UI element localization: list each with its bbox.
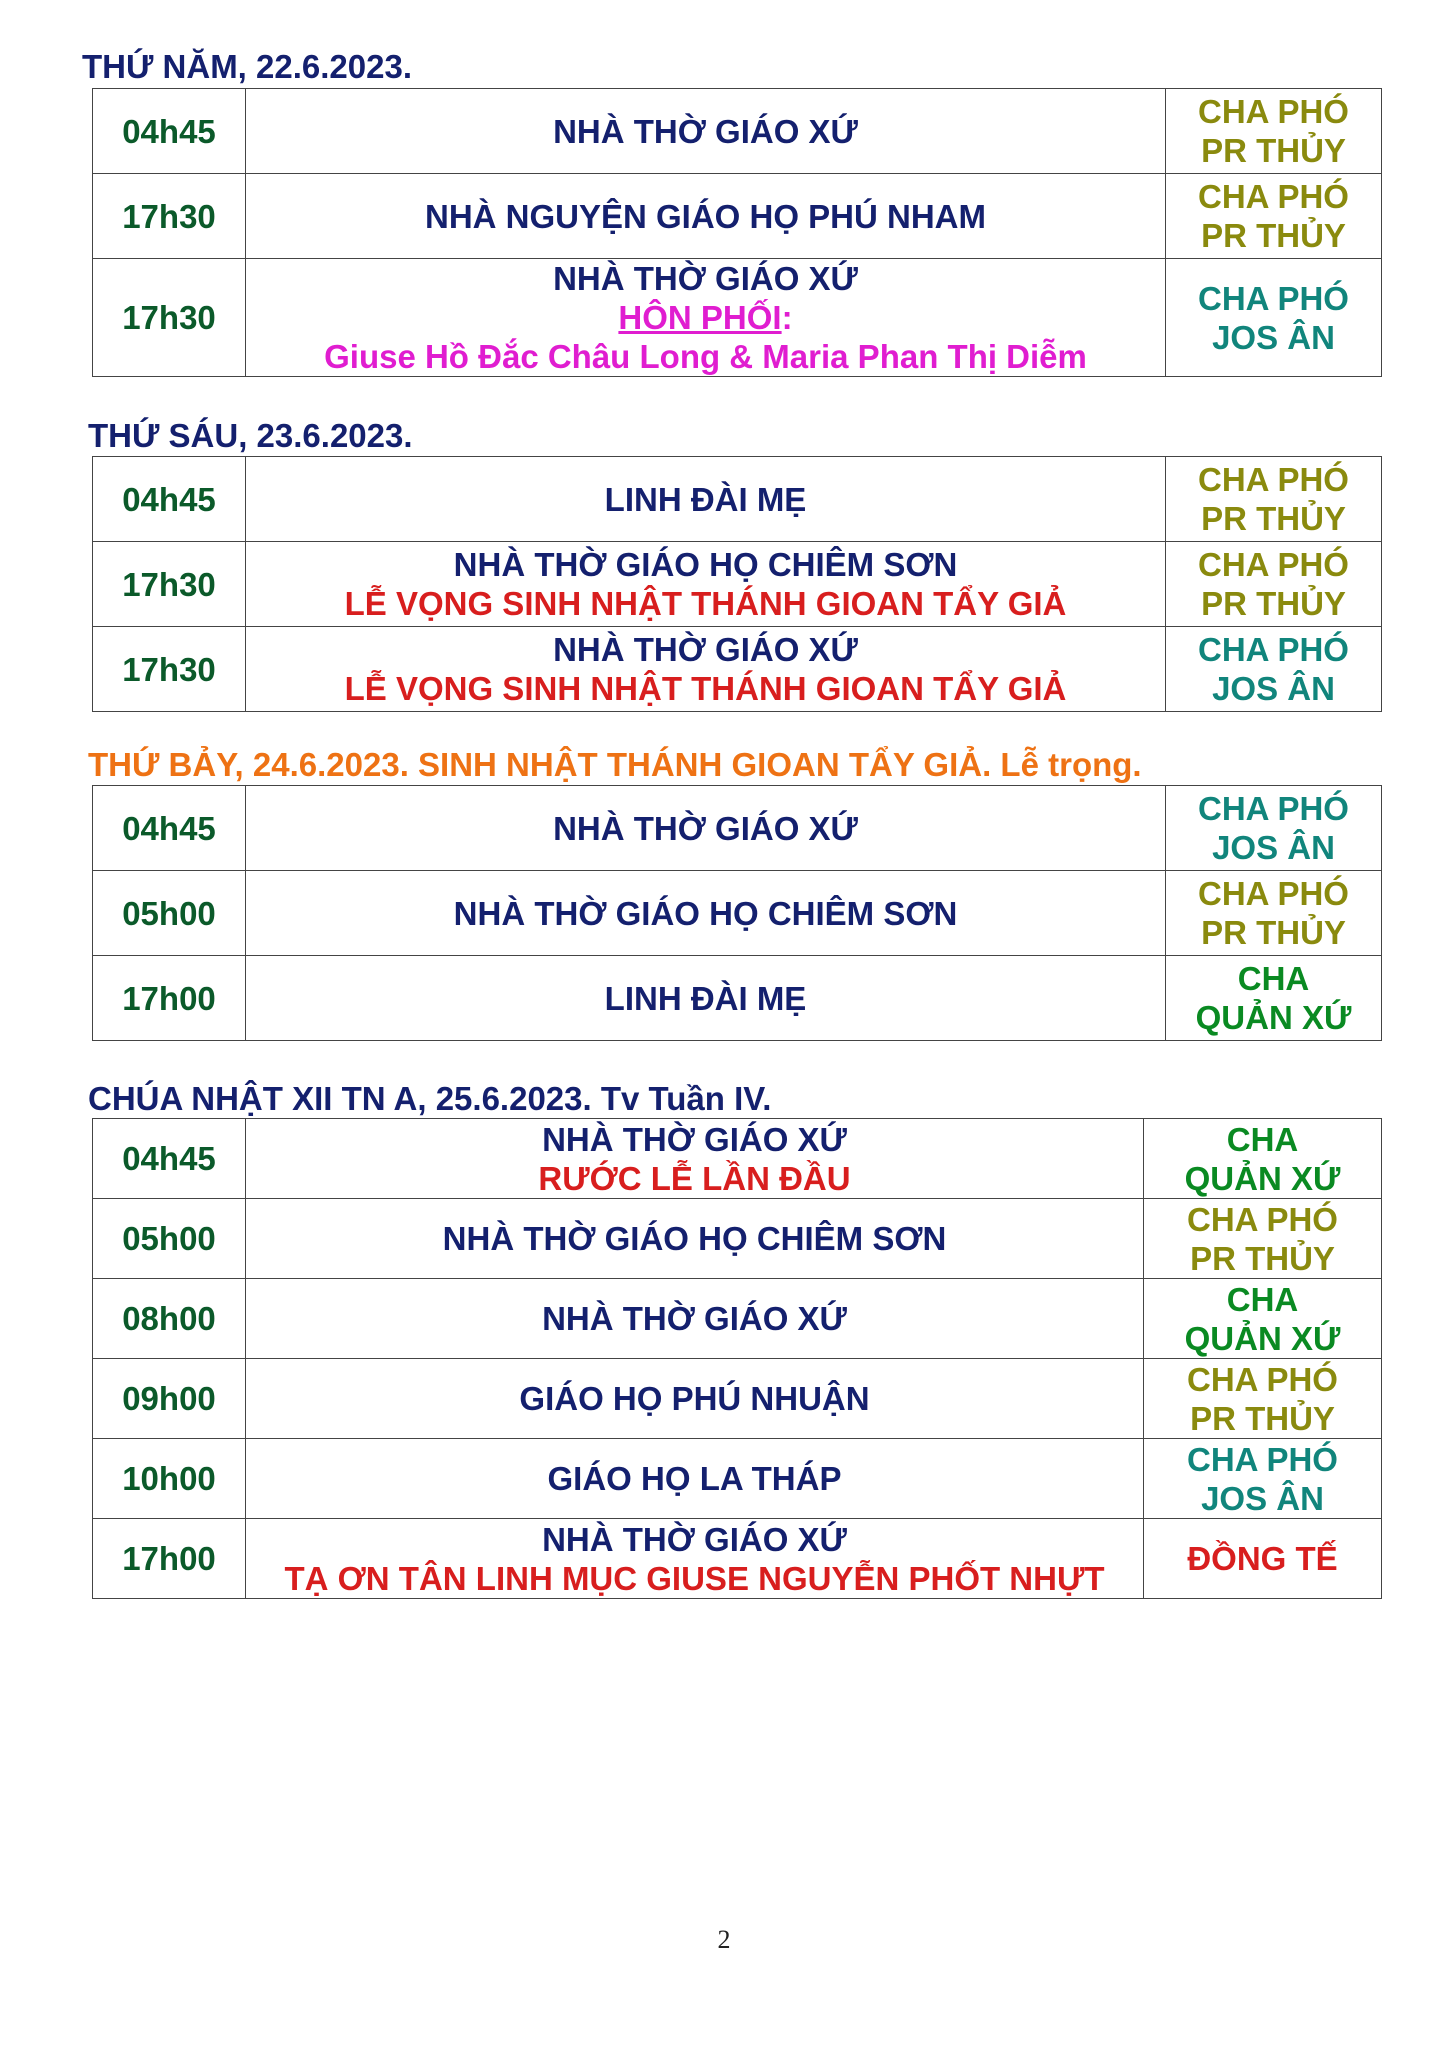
page-number: 2 [717, 1925, 731, 1954]
table-row [93, 786, 1382, 871]
time-cell: 08h00 [93, 1279, 246, 1359]
table-row [93, 871, 1382, 956]
place-cell: NHÀ THỜ GIÁO XỨ TẠ ƠN TÂN LINH MỤC GIUSE NGUYỄN PHỐT NHỰT [246, 1519, 1144, 1599]
celebrant-cell: CHA PHÓ PR THỦY [1144, 1359, 1382, 1439]
table-row [93, 627, 1382, 712]
place-cell: GIÁO HỌ LA THÁP [246, 1439, 1144, 1519]
time-cell: 17h00 [93, 956, 246, 1041]
celebrant-cell: CHA PHÓ PR THỦY [1166, 542, 1382, 627]
table-row [93, 1359, 1382, 1439]
place-cell: NHÀ THỜ GIÁO XỨ HÔN PHỐI: Giuse Hồ Đắc Châu Long & Maria Phan Thị Diễm [246, 259, 1166, 377]
celebrant-cell: ĐỒNG TẾ [1144, 1519, 1382, 1599]
time-cell: 05h00 [93, 1199, 246, 1279]
place-cell: LINH ĐÀI MẸ [246, 956, 1166, 1041]
place-cell: GIÁO HỌ PHÚ NHUẬN [246, 1359, 1144, 1439]
schedule-table-friday [92, 456, 1382, 712]
celebrant-cell: CHA PHÓ JOS ÂN [1166, 786, 1382, 871]
day-header-sunday: CHÚA NHẬT XII TN A, 25.6.2023. Tv Tuần IV. [88, 1080, 772, 1117]
table-row [93, 457, 1382, 542]
place-cell: NHÀ THỜ GIÁO HỌ CHIÊM SƠN [246, 1199, 1144, 1279]
time-cell: 04h45 [93, 457, 246, 542]
place-cell: NHÀ THỜ GIÁO XỨ LỄ VỌNG SINH NHẬT THÁNH GIOAN TẨY GIẢ [246, 627, 1166, 712]
table-row [93, 259, 1382, 377]
day-header-thursday: THỨ NĂM, 22.6.2023. [82, 48, 412, 85]
place-cell: NHÀ THỜ GIÁO XỨ RƯỚC LỄ LẦN ĐẦU [246, 1119, 1144, 1199]
time-cell: 10h00 [93, 1439, 246, 1519]
time-cell: 09h00 [93, 1359, 246, 1439]
place-cell: NHÀ THỜ GIÁO XỨ [246, 89, 1166, 174]
table-row [93, 1199, 1382, 1279]
place-cell: NHÀ THỜ GIÁO HỌ CHIÊM SƠN [246, 871, 1166, 956]
table-row [93, 174, 1382, 259]
celebrant-cell: CHA PHÓ JOS ÂN [1166, 259, 1382, 377]
time-cell: 17h30 [93, 174, 246, 259]
place-cell: NHÀ THỜ GIÁO XỨ [246, 1279, 1144, 1359]
celebrant-cell: CHA QUẢN XỨ [1166, 956, 1382, 1041]
celebrant-cell: CHA PHÓ PR THỦY [1144, 1199, 1382, 1279]
schedule-table-saturday [92, 785, 1382, 1041]
celebrant-cell: CHA QUẢN XỨ [1144, 1279, 1382, 1359]
place-cell: NHÀ THỜ GIÁO HỌ CHIÊM SƠN LỄ VỌNG SINH NHẬT THÁNH GIOAN TẨY GIẢ [246, 542, 1166, 627]
table-row [93, 1279, 1382, 1359]
wedding-couple: Giuse Hồ Đắc Châu Long & Maria Phan Thị Diễm [324, 338, 1087, 375]
celebrant-cell: CHA PHÓ JOS ÂN [1166, 627, 1382, 712]
table-row [93, 89, 1382, 174]
time-cell: 04h45 [93, 89, 246, 174]
place-cell: LINH ĐÀI MẸ [246, 457, 1166, 542]
schedule-table-sunday [92, 1118, 1382, 1599]
time-cell: 17h30 [93, 542, 246, 627]
table-row [93, 1439, 1382, 1519]
day-header-friday: THỨ SÁU, 23.6.2023. [88, 417, 413, 454]
place-cell: NHÀ NGUYỆN GIÁO HỌ PHÚ NHAM [246, 174, 1166, 259]
celebrant-cell: CHA PHÓ PR THỦY [1166, 871, 1382, 956]
wedding-label: HÔN PHỐI [618, 299, 782, 336]
place-cell: NHÀ THỜ GIÁO XỨ [246, 786, 1166, 871]
time-cell: 17h30 [93, 259, 246, 377]
time-cell: 17h30 [93, 627, 246, 712]
time-cell: 17h00 [93, 1519, 246, 1599]
celebrant-cell: CHA PHÓ JOS ÂN [1144, 1439, 1382, 1519]
celebrant-cell: CHA QUẢN XỨ [1144, 1119, 1382, 1199]
schedule-table-thursday [92, 88, 1382, 377]
table-row [93, 956, 1382, 1041]
time-cell: 04h45 [93, 1119, 246, 1199]
table-row [93, 542, 1382, 627]
day-header-saturday: THỨ BẢY, 24.6.2023. SINH NHẬT THÁNH GIOAN TẨY GIẢ. Lễ trọng. [88, 746, 1142, 783]
celebrant-cell: CHA PHÓ PR THỦY [1166, 89, 1382, 174]
celebrant-cell: CHA PHÓ PR THỦY [1166, 457, 1382, 542]
celebrant-cell: CHA PHÓ PR THỦY [1166, 174, 1382, 259]
time-cell: 05h00 [93, 871, 246, 956]
table-row [93, 1519, 1382, 1599]
table-row [93, 1119, 1382, 1199]
time-cell: 04h45 [93, 786, 246, 871]
